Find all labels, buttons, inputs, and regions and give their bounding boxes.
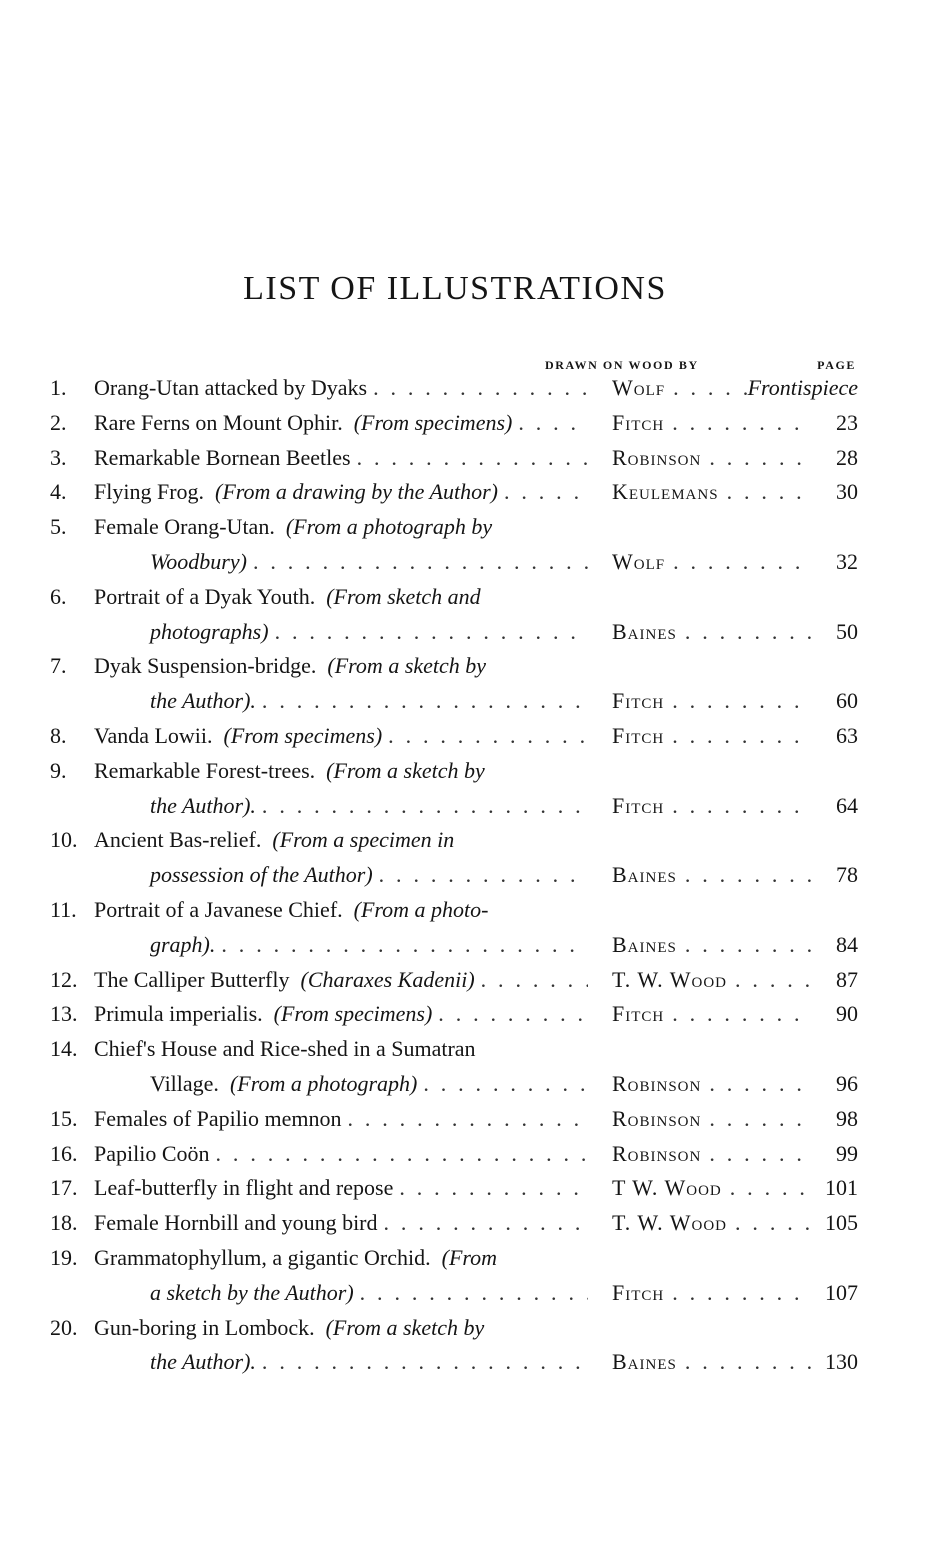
entry-description <box>94 1067 588 1102</box>
entry-text <box>150 615 269 650</box>
entry-line <box>50 649 858 684</box>
artist-name: Robinson <box>612 1105 702 1131</box>
dot-leader <box>256 789 588 824</box>
artist-name: Fitch <box>612 688 665 714</box>
entry-number: 17. <box>50 1175 78 1201</box>
dot-leader <box>722 1171 812 1206</box>
caption-text: Dyak Suspension-bridge. <box>94 653 317 679</box>
caption-text: The Calliper Butterfly <box>94 966 290 992</box>
caption-source: (From <box>441 1244 498 1270</box>
artist-name: Fitch <box>612 409 665 435</box>
dot-leader <box>664 789 812 824</box>
dot-leader <box>677 858 812 893</box>
dot-leader <box>719 475 812 510</box>
artist-cell <box>612 1206 812 1241</box>
page-number: Frontispiece <box>747 375 858 400</box>
caption-text: Chief's House and Rice-shed in a Sumatran <box>94 1036 476 1062</box>
entry-text <box>94 475 498 510</box>
entry-line <box>50 1171 858 1206</box>
artist-name: T. W. Wood <box>612 1210 728 1236</box>
dot-leader <box>498 475 588 510</box>
artist-cell <box>612 1137 812 1172</box>
entry-description <box>94 1137 588 1172</box>
entry-description <box>94 475 588 510</box>
caption-text: Primula imperialis. <box>94 1001 263 1027</box>
artist-cell <box>612 997 812 1032</box>
artist-name: T W. Wood <box>612 1175 722 1201</box>
dot-leader <box>727 1206 812 1241</box>
entry-line <box>50 545 858 580</box>
caption-text: Grammatophyllum, a gigantic Orchid. <box>94 1244 431 1270</box>
artist-name: Fitch <box>612 792 665 818</box>
caption-source: (From a drawing by the Author) <box>215 479 498 505</box>
entry-number: 9. <box>50 757 67 783</box>
entry-text <box>150 858 373 893</box>
entry-text <box>150 684 256 719</box>
dot-leader <box>417 1067 588 1102</box>
entry-description <box>94 1171 588 1206</box>
dot-leader <box>373 858 588 893</box>
list-item <box>50 1102 858 1137</box>
artist-column-header: DRAWN ON WOOD BY <box>545 358 699 372</box>
entry-number: 5. <box>50 514 67 540</box>
entry-line <box>50 823 858 858</box>
artist-cell <box>612 371 748 406</box>
list-item <box>50 754 858 824</box>
dot-leader <box>664 1276 812 1311</box>
caption-source: (From a photo- <box>353 896 489 922</box>
artist-cell <box>612 789 812 824</box>
dot-leader <box>215 928 588 963</box>
page-number: 23 <box>836 409 858 435</box>
dot-leader <box>677 1345 812 1380</box>
dot-leader <box>677 615 812 650</box>
entry-line <box>50 928 858 963</box>
dot-leader <box>351 441 588 476</box>
dot-leader <box>512 406 588 441</box>
caption-source: photographs) <box>150 618 269 644</box>
entry-text <box>150 545 247 580</box>
entry-text <box>94 893 588 928</box>
page-number: 96 <box>836 1070 858 1096</box>
artist-name: Robinson <box>612 1070 702 1096</box>
entry-description <box>94 580 588 615</box>
entry-text <box>94 1171 393 1206</box>
entry-number: 11. <box>50 896 77 922</box>
entry-text <box>150 789 256 824</box>
entry-line <box>50 1206 858 1241</box>
caption-source: (From specimens) <box>353 409 513 435</box>
entry-line <box>50 510 858 545</box>
caption-text: Gun-boring in Lombock. <box>94 1314 315 1340</box>
entry-text <box>150 1345 256 1380</box>
entry-text <box>94 510 588 545</box>
list-item <box>50 823 858 893</box>
entry-number: 6. <box>50 583 67 609</box>
dot-leader <box>354 1276 588 1311</box>
caption-source: Woodbury) <box>150 548 247 574</box>
artist-cell <box>612 1276 812 1311</box>
caption-text: Females of Papilio memnon <box>94 1105 342 1131</box>
page-number: 84 <box>836 931 858 957</box>
caption-text: Female Hornbill and young bird <box>94 1210 378 1236</box>
caption-text: Portrait of a Javanese Chief. <box>94 896 343 922</box>
caption-source: possession of the Author) <box>150 862 373 888</box>
entry-description <box>94 1276 588 1311</box>
caption-source: (From sketch and <box>326 583 481 609</box>
list-item <box>50 441 858 476</box>
dot-leader <box>677 928 812 963</box>
dot-leader <box>367 371 588 406</box>
entry-text <box>94 1102 341 1137</box>
list-item <box>50 406 858 441</box>
entry-line <box>50 1276 858 1311</box>
caption-source: (From a photograph) <box>229 1070 418 1096</box>
list-item <box>50 1206 858 1241</box>
page-number: 105 <box>825 1210 858 1236</box>
entry-line <box>50 441 858 476</box>
entry-description <box>94 1206 588 1241</box>
entry-text <box>94 963 475 998</box>
artist-name: Baines <box>612 1349 677 1375</box>
entry-description <box>94 997 588 1032</box>
artist-cell <box>612 963 812 998</box>
artist-name: Fitch <box>612 722 665 748</box>
list-item <box>50 1311 858 1381</box>
artist-name: Wolf <box>612 375 666 400</box>
entry-description <box>94 789 588 824</box>
artist-name: T. W. Wood <box>612 966 728 992</box>
caption-source: the Author). <box>150 1349 256 1375</box>
entry-text <box>94 823 588 858</box>
page-number: 107 <box>825 1279 858 1305</box>
caption-source: the Author). <box>150 688 256 714</box>
page-number: 90 <box>836 1001 858 1027</box>
dot-leader <box>701 1102 812 1137</box>
entry-line <box>50 684 858 719</box>
artist-cell <box>612 928 812 963</box>
dot-leader <box>664 997 812 1032</box>
artist-name: Fitch <box>612 1279 665 1305</box>
entry-text <box>94 649 588 684</box>
list-item <box>50 1241 858 1311</box>
list-item <box>50 1171 858 1206</box>
entry-text <box>150 928 215 963</box>
caption-text: Remarkable Forest-trees. <box>94 757 316 783</box>
artist-cell <box>612 475 812 510</box>
entry-number: 10. <box>50 827 78 853</box>
entry-line <box>50 754 858 789</box>
artist-name: Keulemans <box>612 479 719 505</box>
list-item <box>50 893 858 963</box>
entry-text <box>94 1311 588 1346</box>
dot-leader <box>475 963 588 998</box>
entry-description <box>94 371 588 406</box>
caption-source: the Author). <box>150 792 256 818</box>
entry-description <box>94 649 588 684</box>
entry-number: 14. <box>50 1036 78 1062</box>
entry-number: 16. <box>50 1140 78 1166</box>
artist-cell <box>612 1345 812 1380</box>
dot-leader <box>664 684 812 719</box>
caption-text: Ancient Bas-relief. <box>94 827 262 853</box>
entry-number: 18. <box>50 1210 78 1236</box>
dot-leader <box>382 719 588 754</box>
dot-leader <box>378 1206 588 1241</box>
artist-name: Baines <box>612 862 677 888</box>
artist-cell <box>612 545 812 580</box>
caption-text: Female Orang-Utan. <box>94 514 275 540</box>
dot-leader <box>664 719 812 754</box>
artist-cell <box>612 858 812 893</box>
caption-text: Rare Ferns on Mount Ophir. <box>94 409 343 435</box>
entry-line <box>50 615 858 650</box>
entry-number: 19. <box>50 1244 78 1270</box>
entry-line <box>50 963 858 998</box>
entry-description <box>94 684 588 719</box>
dot-leader <box>256 1345 588 1380</box>
entry-line <box>50 1345 858 1380</box>
entry-text <box>94 441 351 476</box>
caption-text: Vanda Lowii. <box>94 722 213 748</box>
entry-description <box>94 893 588 928</box>
artist-cell <box>612 684 812 719</box>
list-item <box>50 371 858 406</box>
entry-number: 7. <box>50 653 67 679</box>
page-number: 60 <box>836 688 858 714</box>
caption-source: a sketch by the Author) <box>150 1279 354 1305</box>
entry-description <box>94 1241 588 1276</box>
caption-source: (From a sketch by <box>325 1314 485 1340</box>
caption-text: Remarkable Bornean Beetles <box>94 444 351 470</box>
entry-description <box>94 615 588 650</box>
dot-leader <box>393 1171 588 1206</box>
entry-description <box>94 1345 588 1380</box>
entry-description <box>94 754 588 789</box>
entry-text <box>94 406 512 441</box>
dot-leader <box>701 441 812 476</box>
caption-source: (From a specimen in <box>272 827 455 853</box>
page-number: 30 <box>836 479 858 505</box>
entry-description <box>94 719 588 754</box>
caption-source: (From specimens) <box>273 1001 433 1027</box>
artist-cell <box>612 441 812 476</box>
entry-text <box>150 1067 417 1102</box>
entry-number: 15. <box>50 1105 78 1131</box>
entry-description <box>94 823 588 858</box>
page-number: 50 <box>836 618 858 644</box>
artist-name: Wolf <box>612 548 666 574</box>
entry-line <box>50 858 858 893</box>
page-number: 99 <box>836 1140 858 1166</box>
entry-description <box>94 963 588 998</box>
entry-number: 2. <box>50 409 67 435</box>
entry-text <box>94 371 367 406</box>
illustrations-list <box>50 371 858 1380</box>
caption-text: Papilio Coön <box>94 1140 210 1166</box>
dot-leader <box>269 615 588 650</box>
page-number: 130 <box>825 1349 858 1375</box>
dot-leader <box>256 684 588 719</box>
page-number: 87 <box>836 966 858 992</box>
page-number: 64 <box>836 792 858 818</box>
caption-text: Portrait of a Dyak Youth. <box>94 583 316 609</box>
dot-leader <box>665 371 748 406</box>
entry-line <box>50 1311 858 1346</box>
list-item <box>50 1032 858 1102</box>
page-title: LIST OF ILLUSTRATIONS <box>243 270 667 307</box>
entry-line <box>50 475 858 510</box>
entry-description <box>94 545 588 580</box>
artist-cell <box>612 1102 812 1137</box>
entry-text <box>94 1032 588 1067</box>
caption-source: (From a photograph by <box>285 514 493 540</box>
entry-text <box>94 580 588 615</box>
entry-line <box>50 1067 858 1102</box>
caption-text: Orang-Utan attacked by Dyaks <box>94 375 368 400</box>
dot-leader <box>701 1137 812 1172</box>
caption-text: Flying Frog. <box>94 479 205 505</box>
dot-leader <box>727 963 812 998</box>
entry-text <box>94 754 588 789</box>
page-number: 78 <box>836 862 858 888</box>
entry-line <box>50 406 858 441</box>
artist-cell <box>612 615 812 650</box>
entry-number: 12. <box>50 966 78 992</box>
page-column-header: PAGE <box>817 358 856 372</box>
artist-name: Baines <box>612 618 677 644</box>
caption-source: graph). <box>150 931 216 957</box>
entry-text <box>94 1241 588 1276</box>
entry-description <box>94 928 588 963</box>
entry-line <box>50 789 858 824</box>
entry-description <box>94 1032 588 1067</box>
caption-source: (From a sketch by <box>326 757 485 783</box>
entry-text <box>94 997 432 1032</box>
artist-name: Fitch <box>612 1001 665 1027</box>
artist-cell <box>612 1067 812 1102</box>
entry-number: 8. <box>50 722 67 748</box>
list-item <box>50 475 858 510</box>
page-number: 101 <box>825 1175 858 1201</box>
entry-line <box>50 1102 858 1137</box>
dot-leader <box>664 406 812 441</box>
entry-number: 20. <box>50 1314 78 1340</box>
entry-text <box>94 1206 378 1241</box>
entry-line <box>50 893 858 928</box>
list-item <box>50 510 858 580</box>
entry-description <box>94 510 588 545</box>
artist-cell <box>612 719 812 754</box>
entry-line <box>50 1137 858 1172</box>
caption-source: (From specimens) <box>223 722 383 748</box>
entry-description <box>94 1311 588 1346</box>
page-number: 98 <box>836 1105 858 1131</box>
entry-line <box>50 580 858 615</box>
artist-name: Baines <box>612 931 677 957</box>
entry-text <box>150 1276 354 1311</box>
caption-text: Leaf-butterfly in flight and repose <box>94 1175 394 1201</box>
artist-cell <box>612 406 812 441</box>
list-item <box>50 649 858 719</box>
dot-leader <box>701 1067 812 1102</box>
entry-description <box>94 1102 588 1137</box>
entry-text <box>94 719 382 754</box>
list-item <box>50 1137 858 1172</box>
caption-source: (Charaxes Kadenii) <box>300 966 475 992</box>
page-number: 63 <box>836 722 858 748</box>
dot-leader <box>210 1137 588 1172</box>
artist-cell <box>612 1171 812 1206</box>
entry-line <box>50 1241 858 1276</box>
entry-number: 1. <box>50 375 67 400</box>
entry-number: 13. <box>50 1001 78 1027</box>
list-item <box>50 963 858 998</box>
dot-leader <box>432 997 588 1032</box>
entry-line <box>50 1032 858 1067</box>
entry-line <box>50 719 858 754</box>
dot-leader <box>665 545 812 580</box>
dot-leader <box>341 1102 588 1137</box>
artist-name: Robinson <box>612 1140 702 1166</box>
entry-description <box>94 441 588 476</box>
entry-number: 3. <box>50 444 67 470</box>
entry-line <box>50 997 858 1032</box>
dot-leader <box>247 545 588 580</box>
entry-line <box>50 371 858 406</box>
page-number: 28 <box>836 444 858 470</box>
caption-text: Village. <box>150 1070 219 1096</box>
entry-number: 4. <box>50 479 67 505</box>
entry-description <box>94 406 588 441</box>
list-item <box>50 580 858 650</box>
page-number: 32 <box>836 548 858 574</box>
caption-source: (From a sketch by <box>327 653 487 679</box>
artist-name: Robinson <box>612 444 702 470</box>
entry-description <box>94 858 588 893</box>
list-item <box>50 997 858 1032</box>
entry-text <box>94 1137 210 1172</box>
list-item <box>50 719 858 754</box>
